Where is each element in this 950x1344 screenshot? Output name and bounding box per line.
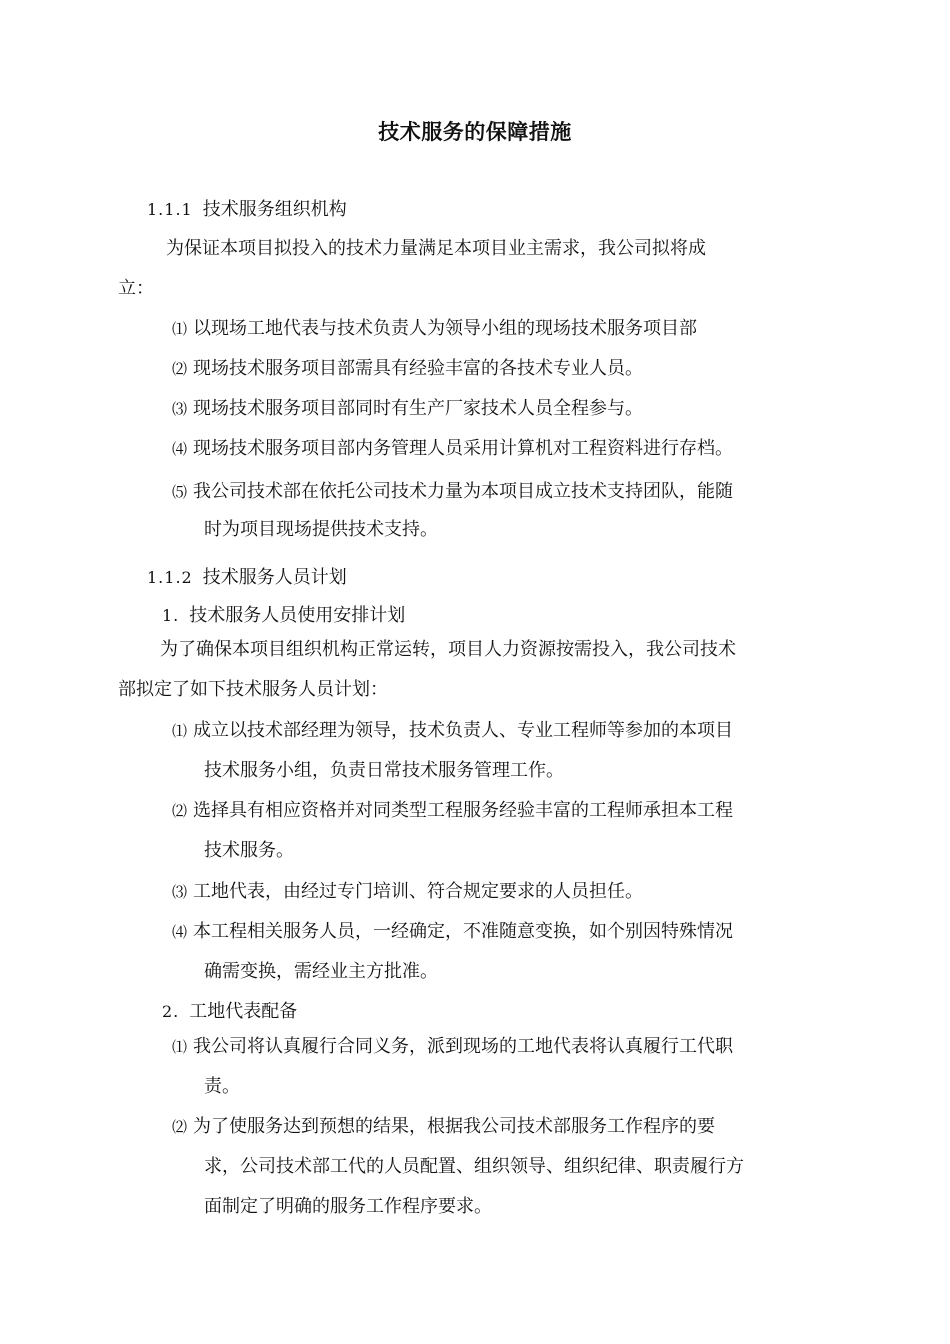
list-item <box>172 719 733 743</box>
list-item-continuation: 求，公司技术部工代的人员配置、组织领导、组织纪律、职责履行方 <box>204 1156 744 1177</box>
list-item-continuation: 时为项目现场提供技术支持。 <box>204 519 438 540</box>
list-number: ⑶ <box>172 883 188 901</box>
list-text: 本工程相关服务人员，一经确定，不准随意变换，如个别因特殊情况 <box>193 921 734 942</box>
document-title: 技术服务的保障措施 <box>378 120 572 144</box>
list-item-continuation: 技术服务小组，负责日常技术服务管理工作。 <box>204 760 564 781</box>
paragraph-line: 部拟定了如下技术服务人员计划： <box>118 679 388 700</box>
section-heading-1-1-1 <box>147 198 347 222</box>
list-item <box>172 880 643 904</box>
list-item-continuation: 技术服务。 <box>204 840 294 861</box>
list-text: 成立以技术部经理为领导，技术负责人、专业工程师等参加的本项目 <box>193 720 734 741</box>
list-number: ⑴ <box>172 1038 188 1056</box>
list-item <box>172 920 733 944</box>
list-text: 我公司技术部在依托公司技术力量为本项目成立技术支持团队，能随 <box>193 481 734 502</box>
list-text: 现场技术服务项目部需具有经验丰富的各技术专业人员。 <box>193 358 644 379</box>
section-number: 1.1.1 <box>147 200 193 219</box>
subsection-heading-2 <box>162 1000 297 1024</box>
list-item <box>172 799 733 823</box>
list-item-continuation: 确需变换，需经业主方批准。 <box>204 961 438 982</box>
list-number: ⑷ <box>172 440 188 458</box>
paragraph-line: 为保证本项目拟投入的技术力量满足本项目业主需求，我公司拟将成 <box>166 238 706 259</box>
list-number: ⑵ <box>172 802 188 820</box>
section-title: 技术服务人员计划 <box>202 567 347 588</box>
list-text: 工地代表，由经过专门培训、符合规定要求的人员担任。 <box>193 881 644 902</box>
list-text: 现场技术服务项目部同时有生产厂家技术人员全程参与。 <box>193 398 644 419</box>
list-number: ⑶ <box>172 400 188 418</box>
section-heading-1-1-2 <box>147 566 347 590</box>
section-number: 1.1.2 <box>147 568 193 587</box>
list-text: 为了使服务达到预想的结果，根据我公司技术部服务工作程序的要 <box>193 1116 716 1137</box>
list-item <box>172 480 733 504</box>
list-item <box>172 317 697 341</box>
section-title: 技术服务组织机构 <box>202 199 347 220</box>
list-number: ⑷ <box>172 923 188 941</box>
list-number: ⑴ <box>172 722 188 740</box>
list-number: ⑴ <box>172 320 188 338</box>
list-item <box>172 1035 733 1059</box>
list-item-continuation: 面制定了明确的服务工作程序要求。 <box>204 1196 492 1217</box>
list-item-continuation: 责。 <box>204 1076 240 1097</box>
list-number: ⑵ <box>172 1118 188 1136</box>
list-number: ⑵ <box>172 360 188 378</box>
list-number: ⑸ <box>172 483 188 501</box>
list-item <box>172 357 643 381</box>
subsection-title: 技术服务人员使用安排计划 <box>189 605 406 626</box>
list-text: 现场技术服务项目部内务管理人员采用计算机对工程资料进行存档。 <box>193 438 734 459</box>
subsection-title: 工地代表配备 <box>189 1001 298 1022</box>
subsection-number: 2. <box>162 1002 180 1021</box>
list-text: 我公司将认真履行合同义务，派到现场的工地代表将认真履行工代职 <box>193 1036 734 1057</box>
list-item <box>172 437 733 461</box>
paragraph-line: 立： <box>118 278 154 299</box>
list-text: 以现场工地代表与技术负责人为领导小组的现场技术服务项目部 <box>193 318 698 339</box>
list-text: 选择具有相应资格并对同类型工程服务经验丰富的工程师承担本工程 <box>193 800 734 821</box>
list-item <box>172 397 643 421</box>
subsection-number: 1. <box>162 606 180 625</box>
paragraph-line: 为了确保本项目组织机构正常运转，项目人力资源按需投入，我公司技术 <box>160 639 736 660</box>
list-item <box>172 1115 715 1139</box>
subsection-heading-1 <box>162 604 405 628</box>
